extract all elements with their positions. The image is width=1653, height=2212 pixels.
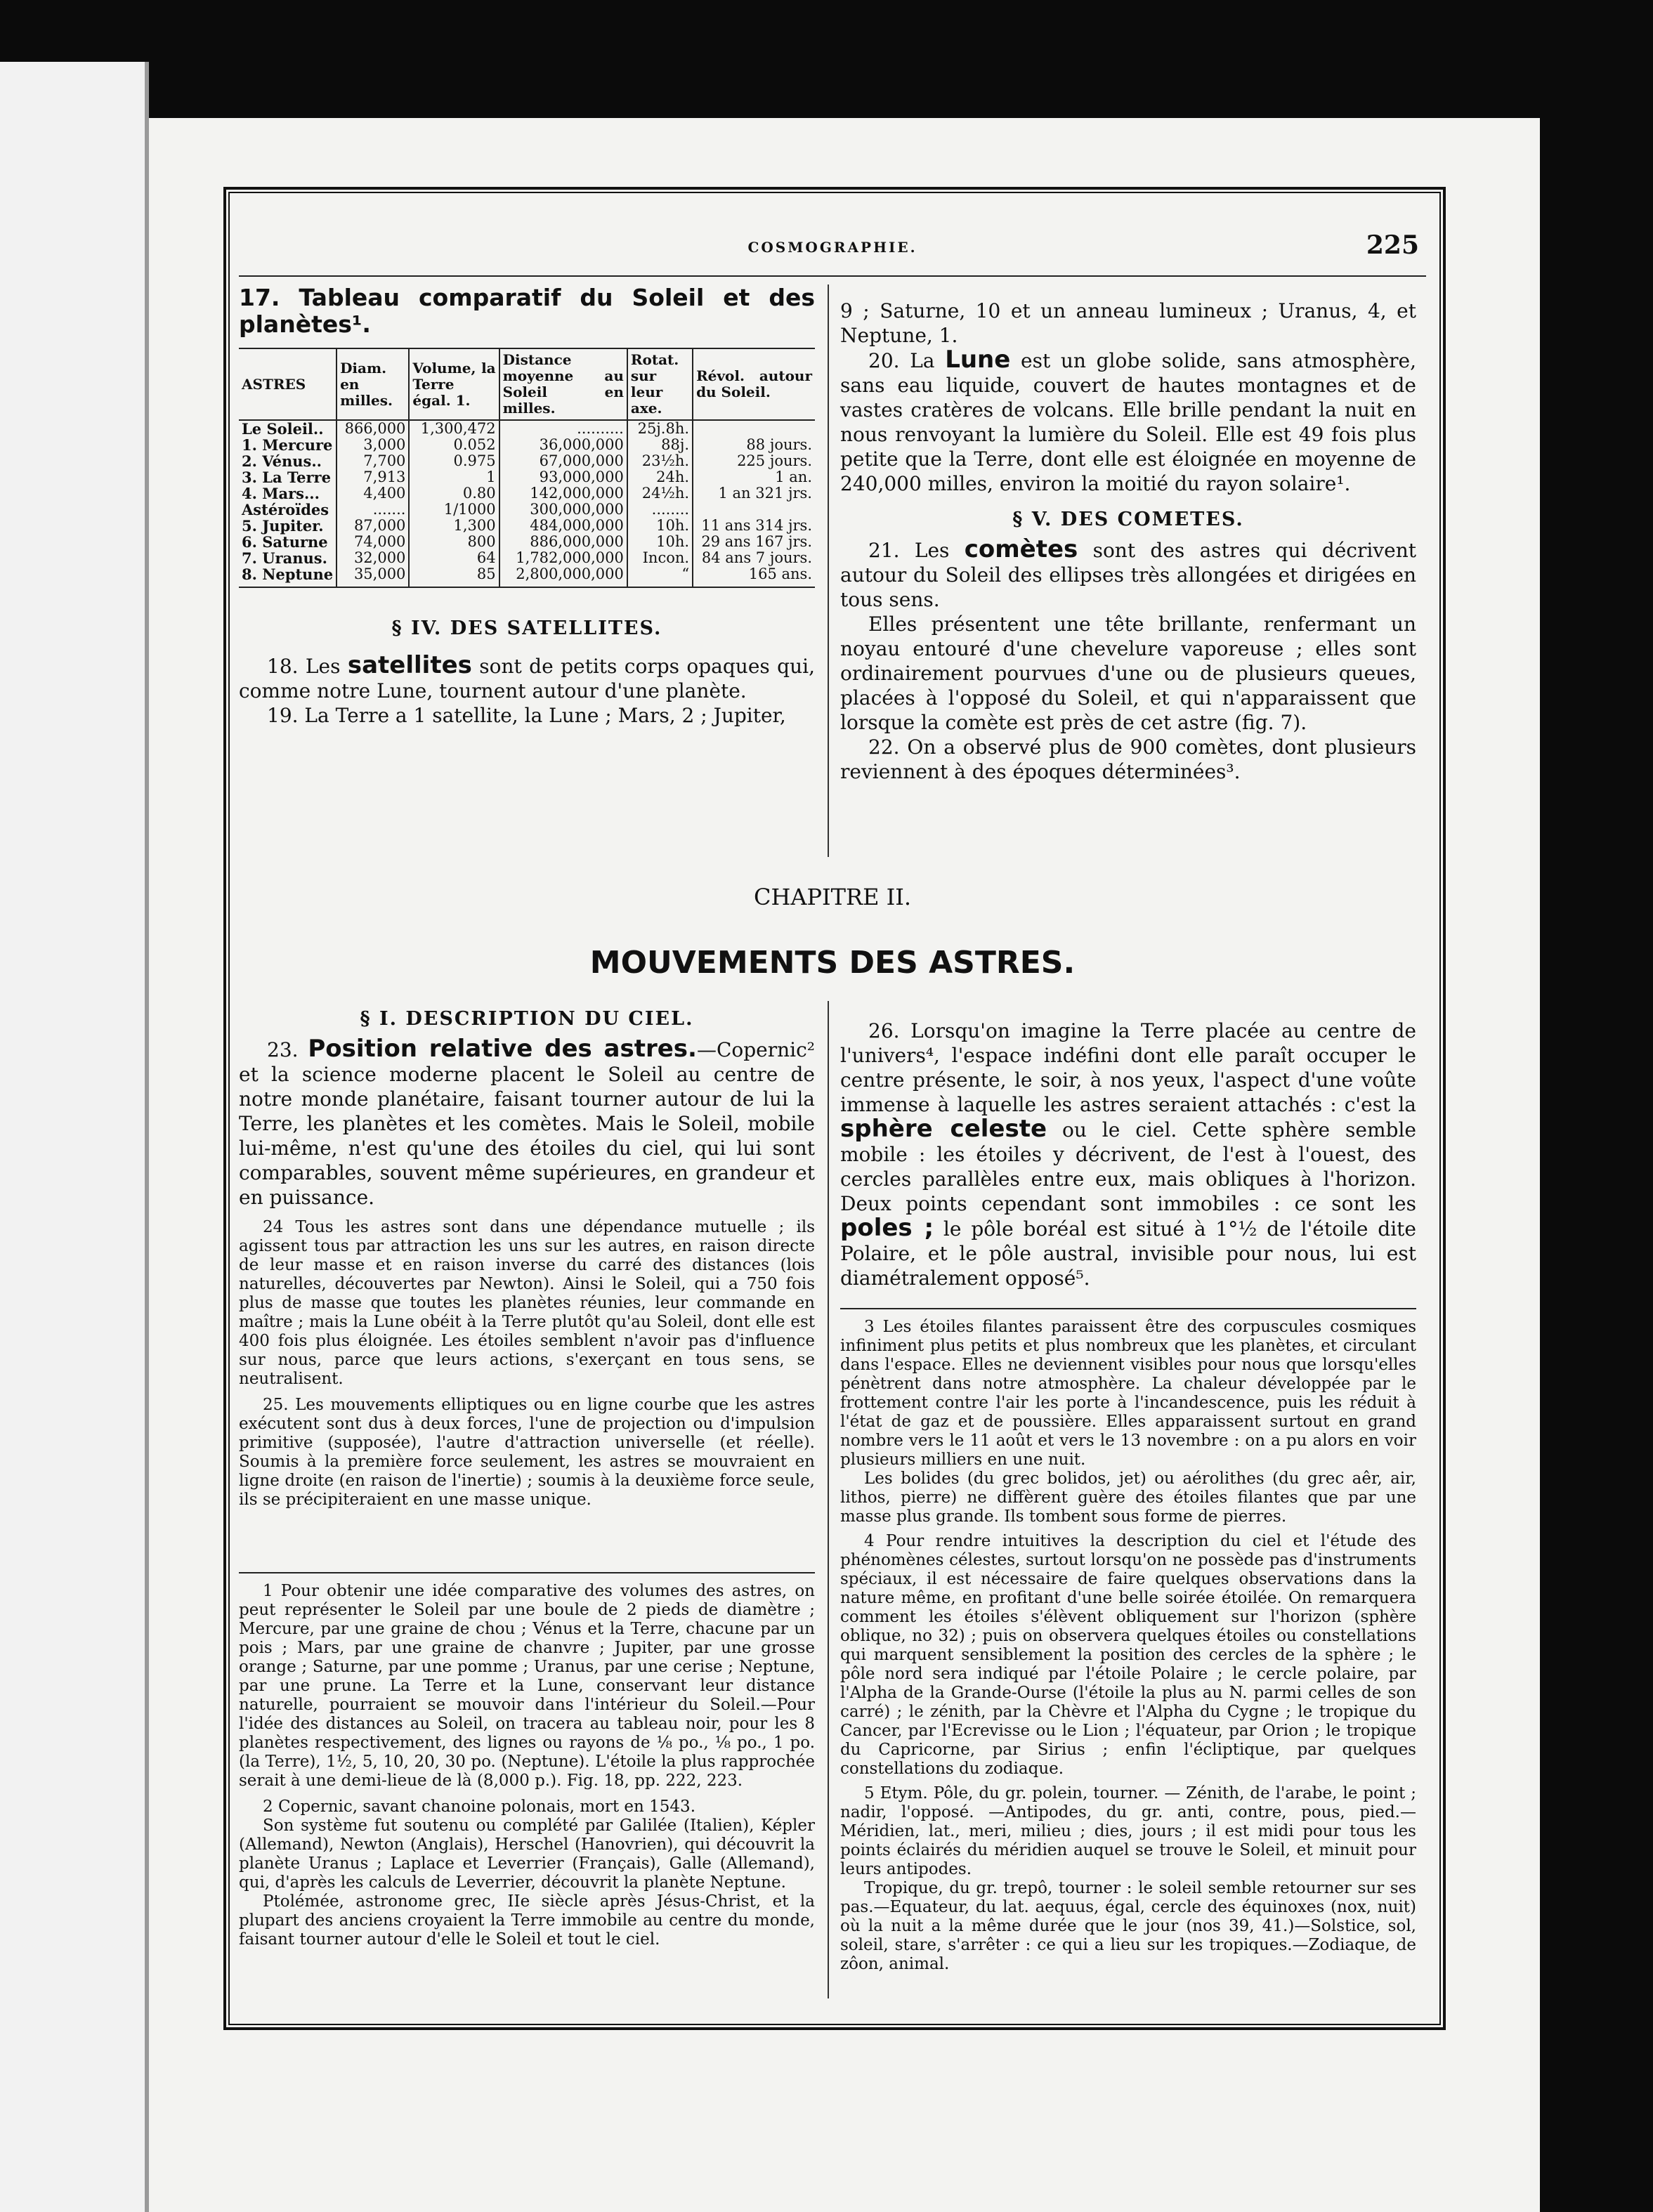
table-cell: 1. Mercure: [242, 436, 333, 454]
table-cell: 85: [409, 566, 499, 587]
table-column-header: Distance moyenne au Soleil en milles.: [499, 348, 627, 420]
table-cell: 35,000: [337, 566, 409, 587]
comparison-table: [239, 348, 815, 588]
table-cell: 0.975: [409, 453, 499, 469]
p18-num: 18. Les: [267, 655, 348, 678]
footnote-2-c: Ptolémée, astronome grec, IIe siècle après Jésus-Christ, et la plupart des anciens croyaient la Terre immobile au centre du monde, faisant tourner autour d'elle le Soleil et tout le ciel.: [239, 1892, 815, 1949]
term-lune: Lune: [945, 346, 1011, 374]
left-footnotes: [239, 1582, 815, 1949]
lower-column-divider: [828, 1001, 829, 1998]
table-cell: 300,000,000: [499, 502, 627, 518]
table-cell: 87,000: [337, 518, 409, 534]
table-cell: 484,000,000: [499, 518, 627, 534]
paragraph-19-cont: 9 ; Saturne, 10 et un anneau lumineux ; Uranus, 4, et Neptune, 1.: [840, 299, 1416, 347]
left-footnote-rule: [239, 1572, 815, 1573]
paragraph-21: [840, 537, 1416, 612]
table-title: 17. Tableau comparatif du Soleil et des planètes¹.: [239, 284, 815, 338]
paragraph-23: [239, 1037, 815, 1210]
term-satellites: satellites: [347, 651, 472, 679]
table-cell: 36,000,000: [499, 437, 627, 453]
adjacent-page-strip: [0, 62, 149, 2212]
footnote-2-b: Son système fut soutenu ou complété par Galilée (Italien), Képler (Allemand), Newton (Anglais), Herschel (Hanovrien), qui découvrit la planète Uranus ; Laplace et Leverrier (Français), Galle (Allemand), qui, d'après les calculs de Leverrier, découvrit la planète Neptune.: [239, 1817, 815, 1892]
p23-body: —Copernic² et la science moderne placent le Soleil au centre de notre monde planétaire, faisant tourner autour de lui la Terre, les planètes et les comètes. Mais le Soleil, mobile lui-même, n'est qu'une des étoiles du ciel, qui lui sont comparables, souvent même supérieures, en grandeur et en puissance.: [239, 1038, 815, 1209]
table-row: [239, 534, 815, 550]
table-cell: 32,000: [337, 550, 409, 566]
footnote-3-b: Les bolides (du grec bolidos, jet) ou aérolithes (du grec aêr, air, lithos, pierre) ne diffèrent guère des étoiles filantes que par une masse plus grande. Ils tombent sous forme de pierres.: [840, 1470, 1416, 1526]
p21-b: sont des astres qui décrivent autour du Soleil des ellipses très allongées et dirigées en tous sens.: [840, 539, 1416, 611]
paragraph-24: 24 Tous les astres sont dans une dépendance mutuelle ; ils agissent tous par attraction les uns sur les autres, en raison directe de leur masse et en raison inverse du carré des distances (lois naturelles, découvertes par Newton). Ainsi le Soleil, qui a 750 fois plus de masse que toutes les planètes réunies, leur commande en maître ; mais la Lune obéit à la Terre plutôt qu'au Soleil, dont elle est 400 fois plus éloignée. Les étoiles semblent n'avoir pas d'influence sur nous, parce que leurs actions, s'exerçant en tous sens, se neutralisent.: [239, 1218, 815, 1388]
table-cell: 1,782,000,000: [499, 550, 627, 566]
table-cell: 3. La Terre: [242, 469, 331, 486]
paragraph-19: 19. La Terre a 1 satellite, la Lune ; Mars, 2 ; Jupiter,: [267, 704, 786, 727]
table-cell: [693, 420, 815, 437]
section-iv-heading: § IV. DES SATELLITES.: [391, 617, 662, 639]
table-cell: 2,800,000,000: [499, 566, 627, 587]
table-cell: Le Soleil..: [242, 420, 324, 438]
right-middle-column: [840, 1019, 1416, 1290]
table-cell: 74,000: [337, 534, 409, 550]
footnote-1: 1 Pour obtenir une idée comparative des volumes des astres, on peut représenter le Soleil par une boule de 2 pieds de diamètre ; Mercure, par une graine de chou ; Vénus et la Terre, chacune par un pois ; Mars, par une graine de chanvre ; Jupiter, par une grosse orange ; Saturne, par une pomme ; Uranus, par une cerise ; Neptune, par une prune. La Terre et la Lune, conservant leur distance naturelle, pourraient se mouvoir dans l'intérieur du Soleil.—Pour l'idée des distances au Soleil, on tracera au tableau noir, pour les 8 planètes respectivement, des lignes ou rayons de ⅛ po., ⅛ po., 1 po. (la Terre), 1½, 5, 10, 20, 30 po. (Neptune). L'étoile la plus rapprochée serait à une demi-lieue de là (8,000 p.). Fig. 18, pp. 222, 223.: [239, 1582, 815, 1790]
chapter-label: CHAPITRE II.: [753, 884, 912, 910]
table-cell: 8. Neptune: [239, 566, 337, 587]
table-cell: 225 jours.: [693, 453, 815, 469]
table-row: [239, 518, 815, 534]
table-cell: 88j.: [627, 437, 693, 453]
p18-rest: sont de petits corps opaques qui, comme notre Lune, tournent autour d'une planète.: [239, 655, 815, 702]
table-cell: 142,000,000: [499, 485, 627, 502]
p20-a: 20. La: [868, 349, 946, 372]
table-cell: 10h.: [627, 534, 693, 550]
section-i-heading: § I. DESCRIPTION DU CIEL.: [360, 1008, 694, 1030]
table-header-row: [239, 348, 815, 420]
term-cometes: comètes: [964, 535, 1078, 563]
right-footnote-rule: [840, 1308, 1416, 1309]
table-column-header: Diam. en milles.: [337, 348, 409, 420]
table-cell: ..........: [499, 420, 627, 437]
table-cell: .......: [337, 502, 409, 518]
chapter-title: MOUVEMENTS DES ASTRES.: [589, 945, 1076, 981]
p20-b: est un globe solide, sans atmosphère, sans eau liquide, couvert de hautes montagnes et de vastes cratères de volcans. Elle brille pendant la nuit en nous renvoyant la lumière du Soleil. Elle est 49 fois plus petite que la Terre, dont elle est éloignée en moyenne de 240,000 milles, environ la moitié du rayon solaire¹.: [840, 349, 1416, 495]
table-cell: 1: [409, 469, 499, 485]
paragraph-20: [840, 348, 1416, 496]
term-sphere-celeste: sphère celeste: [840, 1115, 1047, 1143]
table-cell: 7,700: [337, 453, 409, 469]
footnote-3: 3 Les étoiles filantes paraissent être des corpuscules cosmiques infiniment plus petits et plus nombreux que les planètes, et circulant dans l'espace. Elles ne deviennent visibles pour nous que lorsqu'elles pénètrent dans notre atmosphère. La chaleur développée par le frottement contre l'air les porte à l'incandescence, puis les réduit à l'état de gaz et de poussière. Elles apparaissent surtout en grand nombre vers le 11 août et vers le 13 novembre : on a pu alors en voir plusieurs milliers en une nuit.: [840, 1318, 1416, 1469]
left-middle-column: [239, 1001, 815, 1510]
footnote-4: 4 Pour rendre intuitives la description du ciel et l'étude des phénomènes célestes, surtout lorsqu'on ne possède pas d'instruments spéciaux, il est nécessaire de faire quelques observations dans la nature même, en profitant d'une belle soirée étoilée. On remarquera comment les étoiles s'élèvent obliquement sur l'horizon (sphère oblique, no 32) ; puis on observera quelques étoiles ou constellations qui marquent sensiblement la position des cercles de la sphère ; le pôle nord sera indiqué par l'étoile Polaire ; le cercle polaire, par l'Alpha de la Grande-Ourse (l'étoile la plus au N. parmi celles de son carré) ; le zénith, par la Chèvre et l'Alpha du Cygne ; le tropique du Cancer, par l'Ecrevisse ou le Lion ; l'équateur, par Orion ; le tropique du Capricorne, par Sirius ; enfin l'écliptique, par quelques constellations du zodiaque.: [840, 1532, 1416, 1778]
table-row: [239, 420, 815, 437]
table-cell: 0.80: [409, 485, 499, 502]
table-cell: 24h.: [627, 469, 693, 485]
table-cell: 866,000: [337, 420, 409, 437]
running-title: COSMOGRAPHIE.: [747, 239, 917, 256]
table-cell: 165 ans.: [693, 566, 815, 587]
table-column-header: ASTRES: [239, 348, 337, 420]
table-row: [239, 566, 815, 587]
table-cell: 84 ans 7 jours.: [693, 550, 815, 566]
table-cell: 5. Jupiter.: [242, 517, 324, 535]
table-cell: 1,300,472: [409, 420, 499, 437]
table-cell: Astéroïdes: [242, 501, 329, 518]
paragraph-22: 22. On a observé plus de 900 comètes, dont plusieurs reviennent à des époques déterminées³.: [840, 735, 1416, 783]
table-cell: 3,000: [337, 437, 409, 453]
paragraph-26: [840, 1019, 1416, 1290]
section-v-heading: § V. DES COMETES.: [1012, 509, 1244, 530]
footnote-5: 5 Etym. Pôle, du gr. polein, tourner. — Zénith, de l'arabe, le point ; nadir, l'opposé. —Antipodes, du gr. anti, contre, pous, pied.— Méridien, lat., meri, milieu ; dies, jours ; il est midi pour tous les points éclairés du méridien auquel se trouve le Soleil, et minuit pour leurs antipodes.: [840, 1784, 1416, 1878]
table-cell: 93,000,000: [499, 469, 627, 485]
paragraph-21-cont: Elles présentent une tête brillante, renfermant un noyau entouré d'une chevelure vaporeuse ; elles sont ordinairement pourvues d'une ou de plusieurs queues, placées à l'opposé du Soleil, et qui n'apparaissent que lorsque la comète est près de cet astre (fig. 7).: [840, 613, 1416, 734]
table-column-header: Révol. autour du Soleil.: [693, 348, 815, 420]
page-number: 225: [1366, 230, 1419, 260]
p26-b: ou le ciel. Cette sphère semble mobile : les étoiles y décrivent, de l'est à l'ouest, des cercles parallèles entre eux, mais obliques à l'horizon. Deux points cependant sont immobiles : ce sont les: [840, 1118, 1416, 1215]
table-cell: 11 ans 314 jrs.: [693, 518, 815, 534]
table-body: [239, 420, 815, 587]
footnote-2: 2 Copernic, savant chanoine polonais, mort en 1543.: [263, 1798, 696, 1816]
table-cell: 6. Saturne: [242, 533, 328, 551]
table-cell: 886,000,000: [499, 534, 627, 550]
table-row: [239, 502, 815, 518]
table-cell: 64: [409, 550, 499, 566]
p23-num: 23.: [267, 1038, 308, 1061]
table-cell: 1,300: [409, 518, 499, 534]
table-cell: 23½h.: [627, 453, 693, 469]
table-cell: 67,000,000: [499, 453, 627, 469]
page-header: [239, 230, 1426, 273]
p23-title: Position relative des astres.: [308, 1035, 697, 1063]
right-upper-column: [840, 299, 1416, 784]
header-rule: [239, 275, 1426, 277]
table-cell: 0.052: [409, 437, 499, 453]
table-cell: 24½h.: [627, 485, 693, 502]
table-cell: 1/1000: [409, 502, 499, 518]
table-cell: 25j.8h.: [627, 420, 693, 437]
table-cell: 7,913: [337, 469, 409, 485]
paragraph-18: [239, 653, 815, 703]
table-cell: 29 ans 167 jrs.: [693, 534, 815, 550]
table-column-header: Volume, la Terre égal. 1.: [409, 348, 499, 420]
p26-a: 26. Lorsqu'on imagine la Terre placée au centre de l'univers⁴, l'espace indéfini dont elle paraît occuper le centre présente, le soir, à nos yeux, l'aspect d'une voûte immense à laquelle les astres seraient attachés : c'est la: [840, 1019, 1416, 1116]
table-row: [239, 550, 815, 566]
right-footnotes: [840, 1318, 1416, 1974]
table-cell: 88 jours.: [693, 437, 815, 453]
term-poles: poles ;: [840, 1214, 934, 1242]
table-cell: 4. Mars...: [242, 485, 320, 502]
upper-column-divider: [828, 284, 829, 857]
table-cell: 7. Uranus.: [242, 549, 327, 567]
paragraph-25: 25. Les mouvements elliptiques ou en ligne courbe que les astres exécutent sont dus à deux forces, l'une de projection ou d'impulsion primitive (supposée), l'autre d'attraction universelle (et réelle). Soumis à la première force seulement, les astres se mouvraient en ligne droite (en raison de l'inertie) ; soumis à la deuxième force seule, ils se précipiteraient en une masse unique.: [239, 1396, 815, 1509]
table-column-header: Rotat. sur leur axe.: [627, 348, 693, 420]
p21-a: 21. Les: [868, 539, 965, 562]
table-cell: 1 an 321 jrs.: [693, 485, 815, 502]
table-row: [239, 453, 815, 469]
table-cell: ........: [627, 502, 693, 518]
table-cell: 4,400: [337, 485, 409, 502]
table-cell: 800: [409, 534, 499, 550]
table-cell: 10h.: [627, 518, 693, 534]
table-cell: 1 an.: [693, 469, 815, 485]
table-row: [239, 485, 815, 502]
table-cell: Incon.: [627, 550, 693, 566]
table-cell: “: [627, 566, 693, 587]
footnote-5-b: Tropique, du gr. trepô, tourner : le soleil semble retourner sur ses pas.—Equateur, du lat. aequus, égal, cercle des équinoxes (nox, nuit) où la nuit a la même durée que le jour (nos 39, 41.)—Solstice, sol, soleil, stare, s'arrêter : ce qui a lieu sur les tropiques.—Zodiaque, de zôon, animal.: [840, 1879, 1416, 1973]
table-row: [239, 469, 815, 485]
left-upper-column: [239, 284, 815, 728]
table-row: [239, 437, 815, 453]
table-cell: 2. Vénus..: [242, 452, 322, 470]
p26-c: le pôle boréal est situé à 1°½ de l'étoile dite Polaire, et le pôle austral, invisible pour nous, lui est diamétralement opposé⁵.: [840, 1217, 1416, 1290]
table-cell: [693, 502, 815, 518]
